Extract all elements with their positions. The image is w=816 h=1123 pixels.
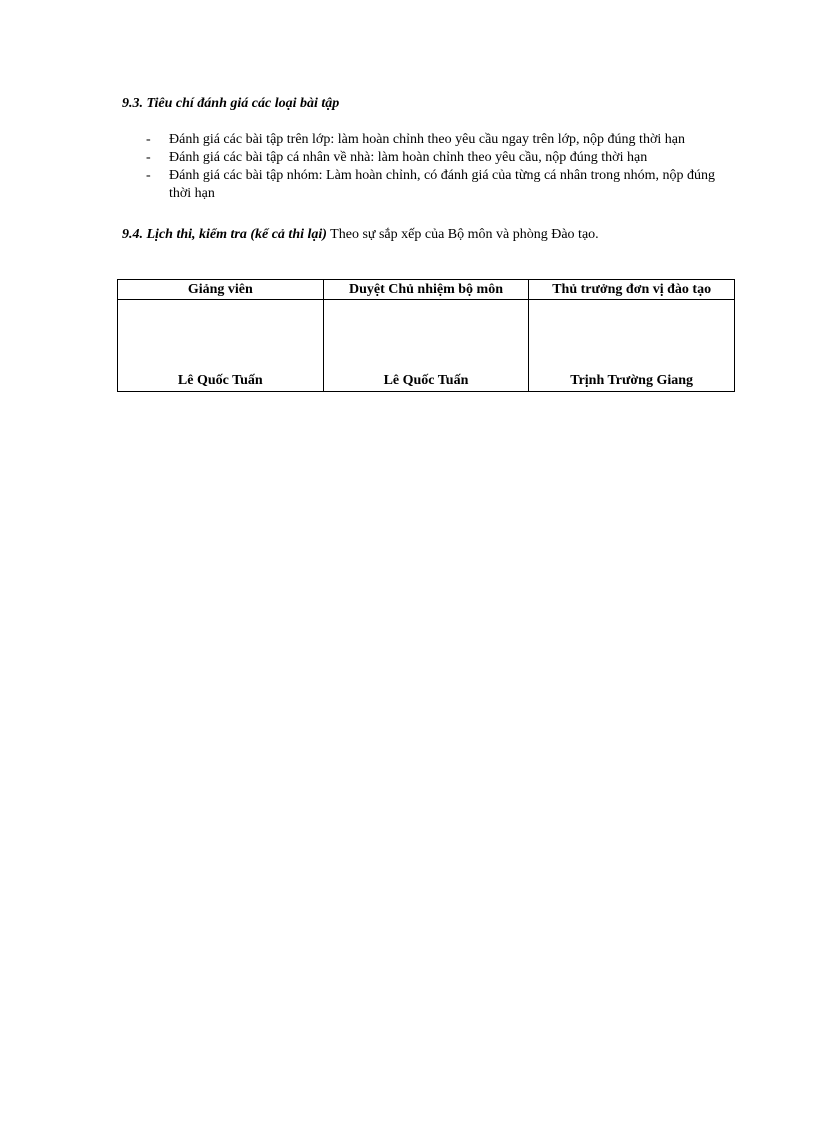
list-item [146,149,736,167]
signer-name: Trịnh Trường Giang [570,373,694,388]
list-item-text: Đánh giá các bài tập trên lớp: làm hoàn chỉnh theo yêu cầu ngay trên lớp, nộp đúng thời hạn [169,132,685,147]
section-9-4-label: 9.4. Lịch thi, kiểm tra (kể cả thi lại) [122,227,327,242]
signature-table [117,279,735,392]
header-department-head: Duyệt Chủ nhiệm bộ môn [323,280,529,300]
signature-cell-department-head [323,300,529,392]
bullet-dash: - [146,132,151,147]
list-item-text: Đánh giá các bài tập cá nhân về nhà: làm hoàn chỉnh theo yêu cầu, nộp đúng thời hạn [169,150,648,165]
section-9-3-title: 9.3. Tiêu chí đánh giá các loại bài tập [122,96,340,111]
bullet-dash: - [146,150,151,165]
signature-name-row [118,300,735,392]
signature-cell-lecturer [118,300,324,392]
signer-name: Lê Quốc Tuấn [383,373,469,388]
list-item-text: Đánh giá các bài tập nhóm: Làm hoàn chỉnh, có đánh giá của từng cá nhân trong nhóm, nộp đúng thời hạn [169,168,716,201]
bullet-dash: - [146,168,151,183]
header-unit-director: Thủ trưởng đơn vị đào tạo [529,280,735,300]
list-item [146,131,736,149]
criteria-list [146,131,736,203]
list-item [146,167,736,203]
signature-header-row [118,280,735,300]
header-lecturer: Giảng viên [118,280,324,300]
signer-name: Lê Quốc Tuấn [177,373,263,388]
section-9-4-text: Theo sự sắp xếp của Bộ môn và phòng Đào tạo. [326,227,599,242]
signature-cell-unit-director [529,300,735,392]
section-9-4-paragraph [122,225,599,245]
